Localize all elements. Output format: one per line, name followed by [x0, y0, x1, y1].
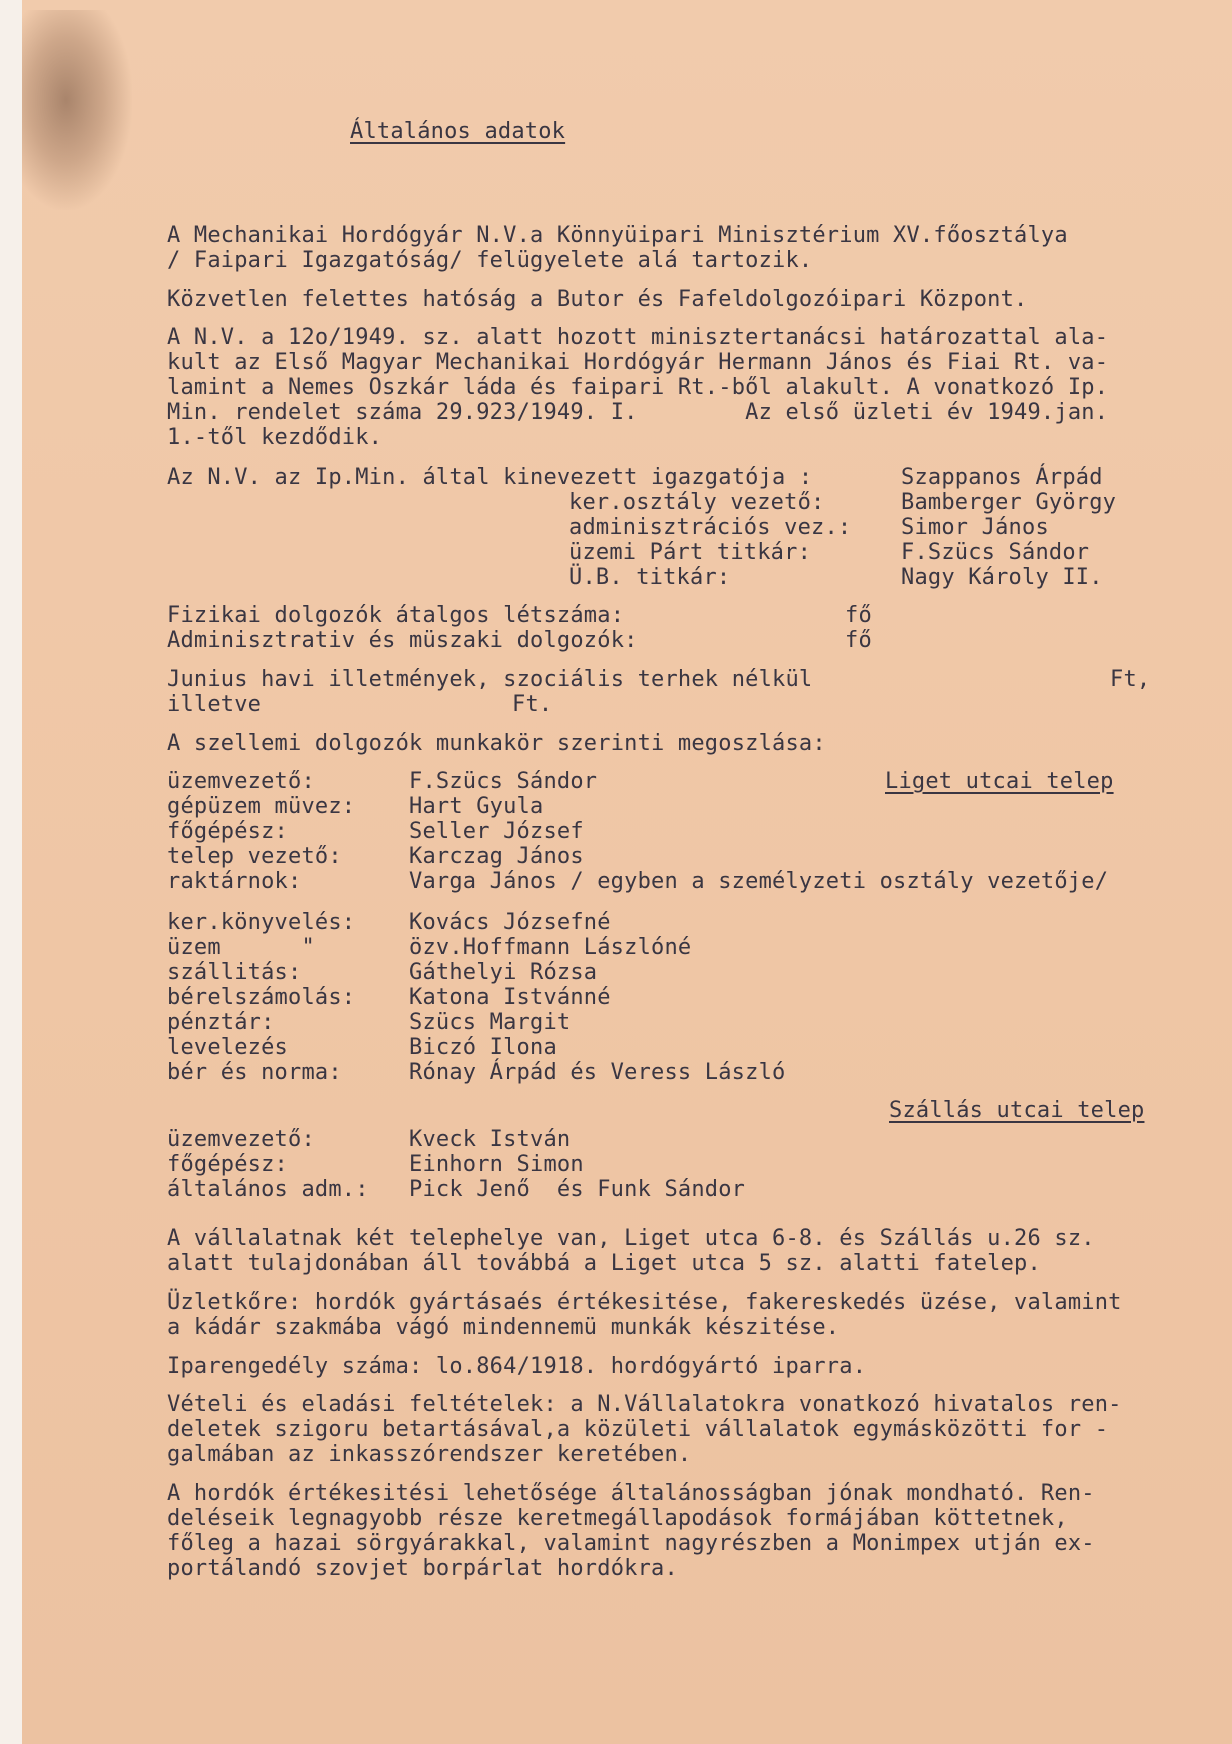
headcount-label: Fizikai dolgozók átalgos létszáma:	[167, 603, 625, 628]
staff-name: Katona Istvánné	[409, 985, 611, 1010]
staff-role: üzem "	[167, 935, 315, 960]
officer-role: adminisztrációs vez.:	[569, 515, 852, 540]
staff-name: Hart Gyula	[409, 794, 544, 819]
staff-name: Biczó Ilona	[409, 1035, 557, 1060]
paragraph-founding-1: A N.V. a 12o/1949. sz. alatt hozott minisztertanácsi határozattal ala-	[167, 325, 1109, 350]
staff-role: raktárnok:	[167, 869, 302, 894]
paragraph-sites-2: alatt tulajdonában áll továbbá a Liget utca 5 sz. alatti fatelep.	[167, 1251, 1041, 1276]
staff-name: F.Szücs Sándor	[409, 769, 598, 794]
officer-name: Nagy Károly II.	[901, 565, 1103, 590]
paragraph-terms-3: galmában az inkasszórendszer keretében.	[167, 1442, 692, 1467]
stain-mark	[22, 10, 132, 210]
staff-name: özv.Hoffmann Lászlóné	[409, 935, 692, 960]
paragraph-terms-1: Vételi és eladási feltételek: a N.Vállalatokra vonatkozó hivatalos ren-	[167, 1392, 1122, 1417]
headcount-label: Adminisztrativ és müszaki dolgozók:	[167, 628, 638, 653]
staff-name: Pick Jenő és Funk Sándor	[409, 1177, 746, 1202]
staff-role: gépüzem müvez:	[167, 794, 356, 819]
paragraph-sales-1: A hordók értékesitési lehetősége általánosságban jónak mondható. Ren-	[167, 1481, 1095, 1506]
staff-role: telep vezető:	[167, 844, 342, 869]
staff-intro: A szellemi dolgozók munkakör szerinti megoszlása:	[167, 731, 826, 756]
officer-role: üzemi Párt titkár:	[569, 540, 812, 565]
headcount-unit: fő	[845, 628, 872, 653]
salaries-unit: Ft.	[512, 692, 553, 717]
officer-role: Ü.B. titkár:	[569, 565, 731, 590]
paragraph-sales-4: portálandó szovjet borpárlat hordókra.	[167, 1556, 678, 1581]
paragraph-authority: Közvetlen felettes hatóság a Butor és Fafeldolgozóipari Központ.	[167, 287, 1028, 312]
staff-name: Rónay Árpád és Veress László	[409, 1060, 786, 1085]
paragraph-sites-1: A vállalatnak két telephelye van, Liget utca 6-8. és Szállás u.26 sz.	[167, 1226, 1095, 1251]
staff-name: Kovács Józsefné	[409, 910, 611, 935]
officers-intro: Az N.V. az Ip.Min. által kinevezett igazgatója :	[167, 465, 813, 490]
salaries-unit: Ft,	[1110, 667, 1151, 692]
staff-name: Seller József	[409, 819, 584, 844]
salaries-line: Junius havi illetmények, szociális terhek nélkül	[167, 667, 813, 692]
paragraph-sales-3: főleg a hazai sörgyárakkal, valamint nagyrészben a Monimpex utján ex-	[167, 1531, 1095, 1556]
document-heading: Általános adatok	[350, 119, 566, 144]
staff-role: üzemvezető:	[167, 1127, 315, 1152]
site-title: Szállás utcai telep	[889, 1098, 1145, 1123]
staff-role: pénztár:	[167, 1010, 275, 1035]
paragraph-founding-5: 1.-től kezdődik.	[167, 425, 383, 450]
officer-role: ker.osztály vezető:	[569, 490, 825, 515]
staff-role: levelezés	[167, 1035, 289, 1060]
staff-name: Kveck István	[409, 1127, 571, 1152]
paragraph-founding-3: lamint a Nemes Oszkár láda és faipari Rt.-ből alakult. A vonatkozó Ip.	[167, 375, 1109, 400]
staff-role: főgépész:	[167, 1152, 289, 1177]
paragraph-scope-2: a kádár szakmába vágó mindennemü munkák készitése.	[167, 1315, 840, 1340]
staff-name: Karczag János	[409, 844, 584, 869]
staff-role: üzemvezető:	[167, 769, 315, 794]
officer-name: Szappanos Árpád	[901, 465, 1103, 490]
paragraph-ministry-1: A Mechanikai Hordógyár N.V.a Könnyüipari Minisztérium XV.főosztálya	[167, 223, 1068, 248]
salaries-line: illetve	[167, 692, 262, 717]
staff-role: főgépész:	[167, 819, 289, 844]
staff-name: Varga János / egyben a személyzeti osztály vezetője/	[409, 869, 1109, 894]
staff-role: szállitás:	[167, 960, 302, 985]
staff-name: Szücs Margit	[409, 1010, 571, 1035]
site-title: Liget utcai telep	[885, 769, 1114, 794]
headcount-unit: fő	[845, 603, 872, 628]
paragraph-ministry-2: / Faipari Igazgatóság/ felügyelete alá tartozik.	[167, 248, 813, 273]
paragraph-license: Iparengedély száma: lo.864/1918. hordógyártó iparra.	[167, 1354, 867, 1379]
staff-role: általános adm.:	[167, 1177, 369, 1202]
paragraph-scope-1: Üzletkőre: hordók gyártásaés értékesitése, fakereskedés üzése, valamint	[167, 1290, 1122, 1315]
scan-margin	[0, 0, 22, 1744]
paragraph-terms-2: deletek szigoru betartásával,a közületi vállalatok egymásközötti for -	[167, 1417, 1109, 1442]
staff-role: ker.könyvelés:	[167, 910, 356, 935]
officer-name: F.Szücs Sándor	[901, 540, 1090, 565]
staff-role: bérelszámolás:	[167, 985, 356, 1010]
officer-name: Bamberger György	[901, 490, 1117, 515]
staff-name: Einhorn Simon	[409, 1152, 584, 1177]
officer-name: Simor János	[901, 515, 1049, 540]
staff-name: Gáthelyi Rózsa	[409, 960, 598, 985]
paragraph-founding-2: kult az Első Magyar Mechanikai Hordógyár Hermann János és Fiai Rt. va-	[167, 350, 1109, 375]
staff-role: bér és norma:	[167, 1060, 342, 1085]
paragraph-founding-4: Min. rendelet száma 29.923/1949. I. Az első üzleti év 1949.jan.	[167, 400, 1109, 425]
paragraph-sales-2: deléseik legnagyobb része keretmegállapodások formájában köttetnek,	[167, 1506, 1068, 1531]
